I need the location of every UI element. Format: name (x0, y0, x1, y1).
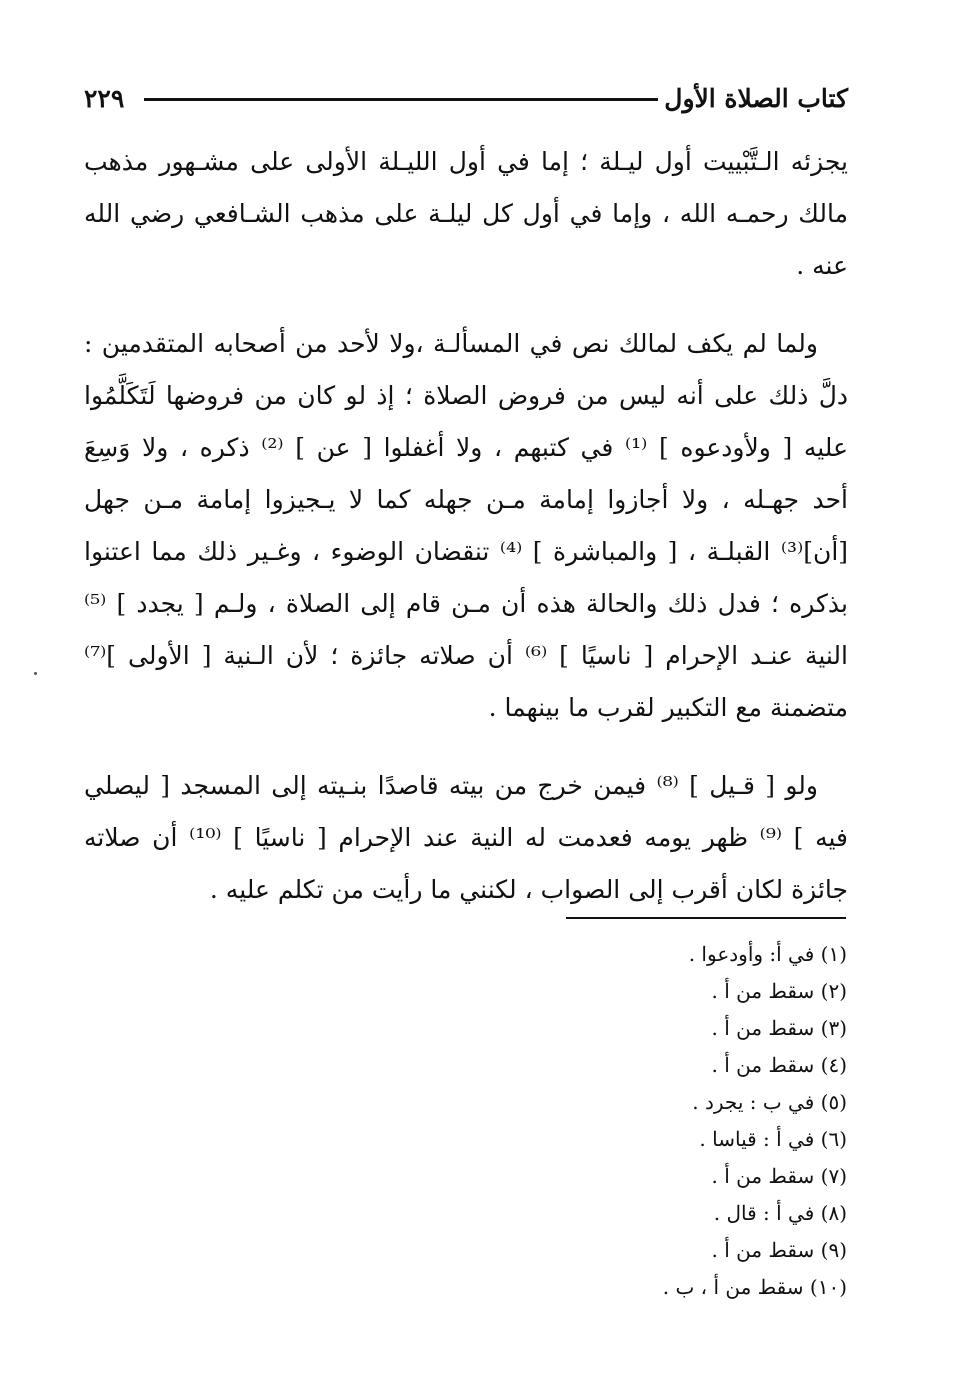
footnote: (٦) في أ : قياسا . (699, 1127, 847, 1151)
footnote: (٤) سقط من أ . (711, 1053, 847, 1077)
scan-speck (34, 672, 37, 675)
footnotes (447, 936, 847, 1306)
main-text (84, 136, 848, 916)
text-line: أحد جهـله ، ولا أجازوا إمامة مـن جهله كما لا يـجيزوا إمامة مـن جهل (84, 485, 848, 514)
text-line: عنه . (796, 251, 848, 280)
paragraph-3 (84, 760, 848, 916)
page-header (84, 78, 848, 122)
text-line: بذكره ؛ فدل ذلك والحالة هذه أن مـن قام إلى الصلاة ، ولـم [ يجدد ] ⁽⁵⁾ (84, 589, 848, 618)
footnote: (٢) سقط من أ . (711, 979, 847, 1003)
paragraph-1 (84, 136, 848, 292)
text-line: متضمنة مع التكبير لقرب ما بينهما . (488, 693, 848, 722)
text-line: دلَّ ذلك على أنه ليس من فروض الصلاة ؛ إذ لو كان من فروضها لَتَكَلَّمُوا (84, 381, 848, 410)
header-rule (144, 98, 658, 101)
footnote: (١) في أ: وأودعوا . (688, 942, 847, 966)
page-number: ٢٢٩ (84, 84, 125, 113)
text-line: النية عنـد الإحرام [ ناسيًا ] ⁽⁶⁾ أن صلاته جائزة ؛ لأن الـنية [ الأولى ]⁽⁷⁾ (84, 641, 848, 670)
text-line: [أن]⁽³⁾ القبلـة ، [ والمباشرة ] ⁽⁴⁾ تنقضان الوضوء ، وغـير ذلك مما اعتنوا (84, 537, 848, 566)
footnote: (٧) سقط من أ . (711, 1164, 847, 1188)
text-line: جائزة لكان أقرب إلى الصواب ، لكنني ما رأيت من تكلم عليه . (209, 875, 848, 904)
text-line: ولما لم يكف لمالك نص في المسألـة ،ولا لأحد من أصحابه المتقدمين : (84, 329, 818, 358)
chapter-title: كتاب الصلاة الأول (664, 84, 848, 113)
footnote: (٩) سقط من أ . (711, 1238, 847, 1262)
footnote: (٨) في أ : قال . (713, 1201, 847, 1225)
footnote-rule (566, 917, 846, 919)
paragraph-2 (84, 318, 848, 734)
footnote: (١٠) سقط من أ ، ب . (662, 1275, 847, 1299)
text-line: فيه ] ⁽⁹⁾ ظهر يومه فعدمت له النية عند الإحرام [ ناسيًا ] ⁽¹⁰⁾ أن صلاته (84, 823, 848, 852)
text-line: مالك رحمـه الله ، وإما في أول كل ليلـة على مذهب الشـافعي رضي الله (84, 199, 848, 228)
text-line: يجزئه الـتَّبْييت أول ليـلة ؛ إما في أول الليـلة الأولى على مشـهور مذهب (84, 147, 848, 176)
text-line: عليه [ ولأودعوه ] ⁽¹⁾ في كتبهم ، ولا أغفلوا [ عن ] ⁽²⁾ ذكره ، ولا وَسِعَ (84, 433, 848, 462)
text-line: ولو [ قـيل ] ⁽⁸⁾ فيمن خرج من بيته قاصدًا بنـيته إلى المسجد [ ليصلي (84, 771, 818, 800)
footnote: (٣) سقط من أ . (711, 1016, 847, 1040)
footnote: (٥) في ب : يجرد . (692, 1090, 847, 1114)
